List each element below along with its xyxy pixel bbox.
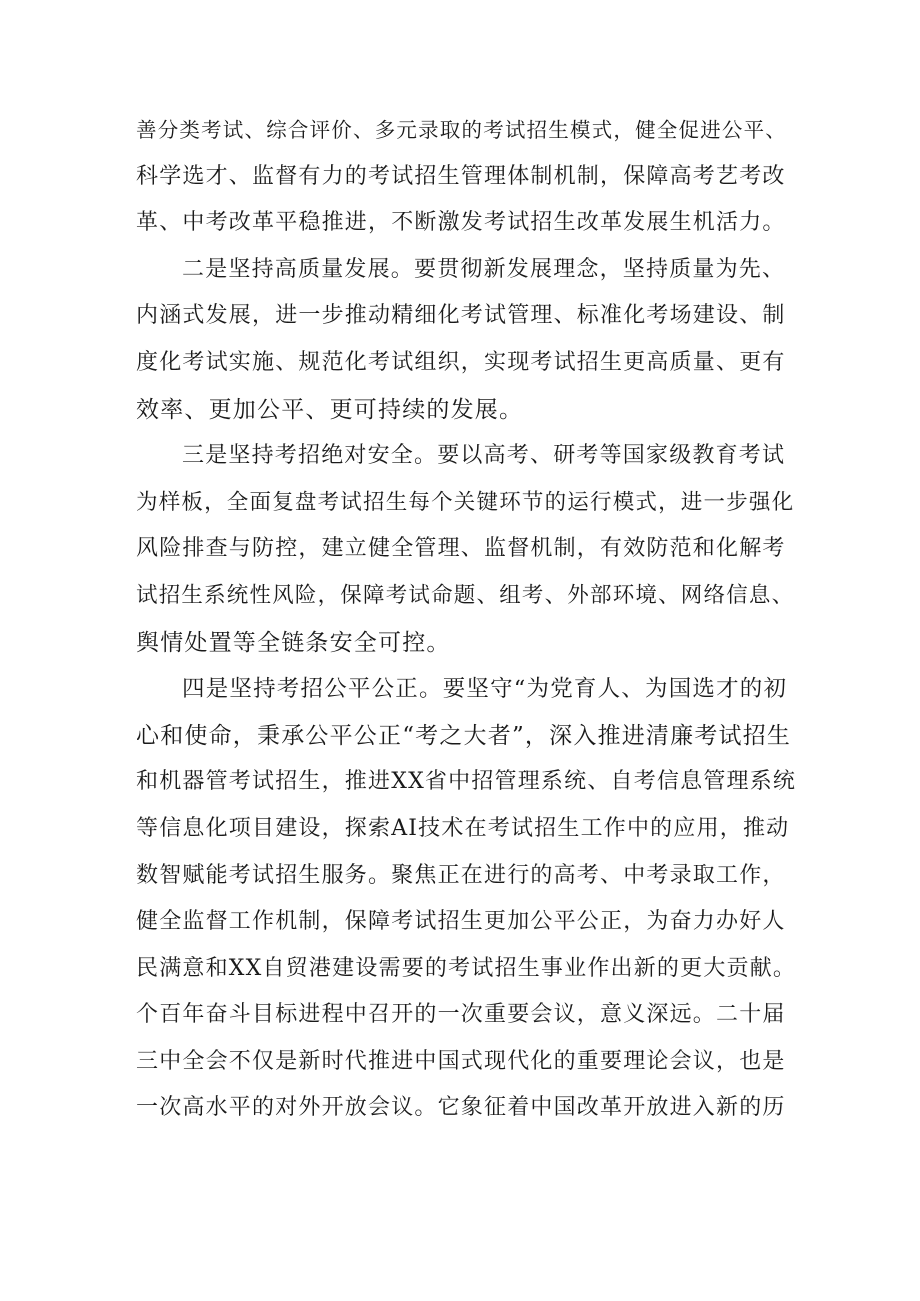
text-line: 健全监督工作机制，保障考试招生更加公平公正，为奋力办好人 xyxy=(136,909,786,935)
text-line: 内涵式发展，进一步推动精细化考试管理、标准化考场建设、制 xyxy=(136,303,786,329)
text-line: 效率、更加公平、更可持续的发展。 xyxy=(136,396,524,423)
paragraph-first-line: 四是坚持考招公平公正。要坚守“为党育人、为国选才的初 xyxy=(182,676,788,703)
text-line: 一次高水平的对外开放会议。它象征着中国改革开放进入新的历 xyxy=(136,1095,786,1121)
document-body xyxy=(136,107,796,1132)
paragraph-first-line: 三是坚持考招绝对安全。要以高考、研考等国家级教育考试 xyxy=(182,443,786,469)
text-line: 个百年奋斗目标进程中召开的一次重要会议，意义深远。二十届 xyxy=(136,1002,786,1028)
text-line: 心和使命，秉承公平公正“考之大者”，深入推进清廉考试招生 xyxy=(136,722,792,749)
text-line: 三中全会不仅是新时代推进中国式现代化的重要理论会议，也是 xyxy=(136,1048,786,1074)
text-line: 和机器管考试招生，推进XX省中招管理系统、自考信息管理系统 xyxy=(136,769,797,795)
text-line: 革、中考改革平稳推进，不断激发考试招生改革发展生机活力。 xyxy=(136,210,786,236)
paragraph-first-line: 二是坚持高质量发展。要贯彻新发展理念，坚持质量为先、 xyxy=(182,256,786,282)
text-line: 数智赋能考试招生服务。聚焦正在进行的高考、中考录取工作， xyxy=(136,862,786,888)
text-line: 为样板，全面复盘考试招生每个关键环节的运行模式，进一步强化 xyxy=(136,489,795,515)
text-line: 风险排查与防控，建立健全管理、监督机制，有效防范和化解考 xyxy=(136,536,786,562)
text-line: 度化考试实施、规范化考试组织，实现考试招生更高质量、更有 xyxy=(136,349,786,375)
text-line: 舆情处置等全链条安全可控。 xyxy=(136,629,451,656)
text-line: 科学选才、监督有力的考试招生管理体制机制，保障高考艺考改 xyxy=(136,163,786,189)
text-line: 善分类考试、综合评价、多元录取的考试招生模式，健全促进公平、 xyxy=(136,118,787,142)
text-line: 试招生系统性风险，保障考试命题、组考、外部环境、网络信息、 xyxy=(136,582,795,608)
text-line: 等信息化项目建设，探索AI技术在考试招生工作中的应用，推动 xyxy=(136,815,790,841)
text-line: 民满意和XX自贸港建设需要的考试招生事业作出新的更大贡献。 xyxy=(136,955,797,981)
